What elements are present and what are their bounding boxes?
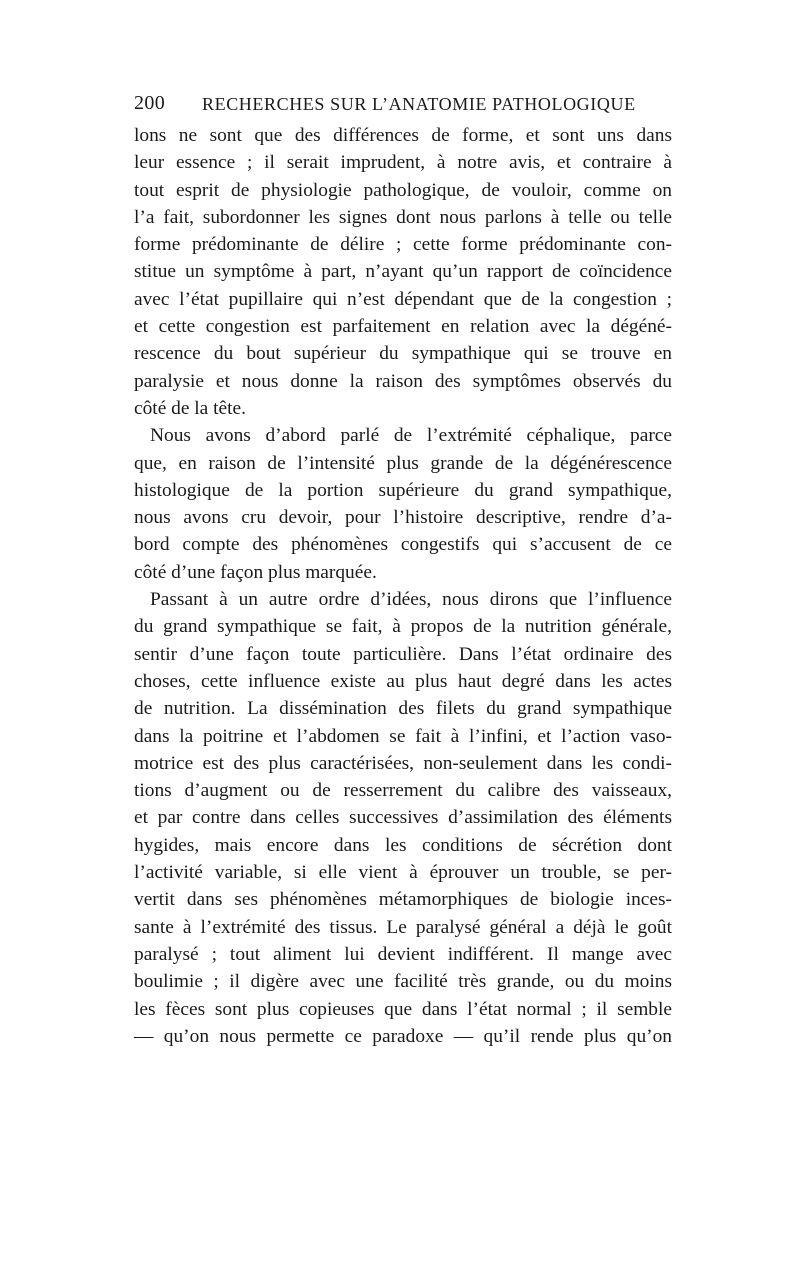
text-line: tions d’augment ou de resserrement du calibre des vaisseaux,	[134, 780, 672, 802]
text-line: hygides, mais encore dans les conditions de sécrétion dont	[134, 834, 672, 856]
book-page	[134, 92, 672, 1050]
text-line: boulimie ; il digère avec une facilité très grande, ou du moins	[134, 971, 672, 993]
text-line: les fèces sont plus copieuses que dans l’état normal ; il semble	[134, 998, 672, 1020]
text-line: et par contre dans celles successives d’assimilation des éléments	[134, 807, 672, 829]
text-line: vertit dans ses phénomènes métamorphiques de biologie inces-	[134, 889, 672, 911]
text-line: forme prédominante de délire ; cette forme prédominante con-	[134, 234, 672, 256]
paragraph-3	[134, 586, 672, 1050]
text-line: Passant à un autre ordre d’idées, nous dirons que l’influence	[150, 589, 672, 611]
paragraph-2	[134, 422, 672, 586]
text-line: paralysie et nous donne la raison des symptômes observés du	[134, 370, 672, 392]
running-header	[134, 92, 672, 122]
text-line: du grand sympathique se fait, à propos de la nutrition générale,	[134, 616, 672, 638]
text-line: paralysé ; tout aliment lui devient indifférent. Il mange avec	[134, 943, 672, 965]
text-line: côté de la tête.	[134, 397, 246, 419]
text-line: rescence du bout supérieur du sympathique qui se trouve en	[134, 343, 672, 365]
text-line: de nutrition. La dissémination des filets du grand sympathique	[134, 698, 672, 720]
text-line: nous avons cru devoir, pour l’histoire descriptive, rendre d’a-	[134, 507, 672, 529]
text-line: lons ne sont que des différences de forme, et sont uns dans	[134, 125, 672, 146]
text-line: et cette congestion est parfaitement en relation avec la dégéné-	[134, 316, 672, 338]
text-line: choses, cette influence existe au plus haut degré dans les actes	[134, 670, 672, 692]
text-line: histologique de la portion supérieure du grand sympathique,	[134, 479, 672, 501]
text-line: avec l’état pupillaire qui n’est dépendant que de la congestion ;	[134, 288, 672, 310]
body-text	[134, 122, 672, 1050]
text-line: tout esprit de physiologie pathologique, de vouloir, comme on	[134, 179, 672, 201]
text-line: l’activité variable, si elle vient à éprouver un trouble, se per-	[134, 862, 672, 884]
text-line: bord compte des phénomènes congestifs qui s’accusent de ce	[134, 534, 672, 556]
text-line: stitue un symptôme à part, n’ayant qu’un rapport de coïncidence	[134, 261, 672, 283]
text-line: sentir d’une façon toute particulière. Dans l’état ordinaire des	[134, 643, 672, 665]
text-line: motrice est des plus caractérisées, non-seulement dans les condi-	[134, 752, 672, 774]
text-line: l’a fait, subordonner les signes dont nous parlons à telle ou telle	[134, 206, 672, 228]
text-line: dans la poitrine et l’abdomen se fait à l’infini, et l’action vaso-	[134, 725, 672, 747]
text-line: Nous avons d’abord parlé de l’extrémité céphalique, parce	[150, 425, 672, 447]
running-title: RECHERCHES SUR L’ANATOMIE PATHOLOGIQUE	[202, 94, 636, 114]
text-line: côté d’une façon plus marquée.	[134, 561, 377, 583]
text-line: sante à l’extrémité des tissus. Le paralysé général a déjà le goût	[134, 916, 672, 938]
text-line: leur essence ; il serait imprudent, à notre avis, et contraire à	[134, 152, 672, 174]
text-line: — qu’on nous permette ce paradoxe — qu’il rende plus qu’on	[134, 1025, 672, 1047]
paragraph-1	[134, 122, 672, 422]
page-number: 200	[134, 92, 166, 114]
text-line: que, en raison de l’intensité plus grande de la dégénérescence	[134, 452, 672, 474]
